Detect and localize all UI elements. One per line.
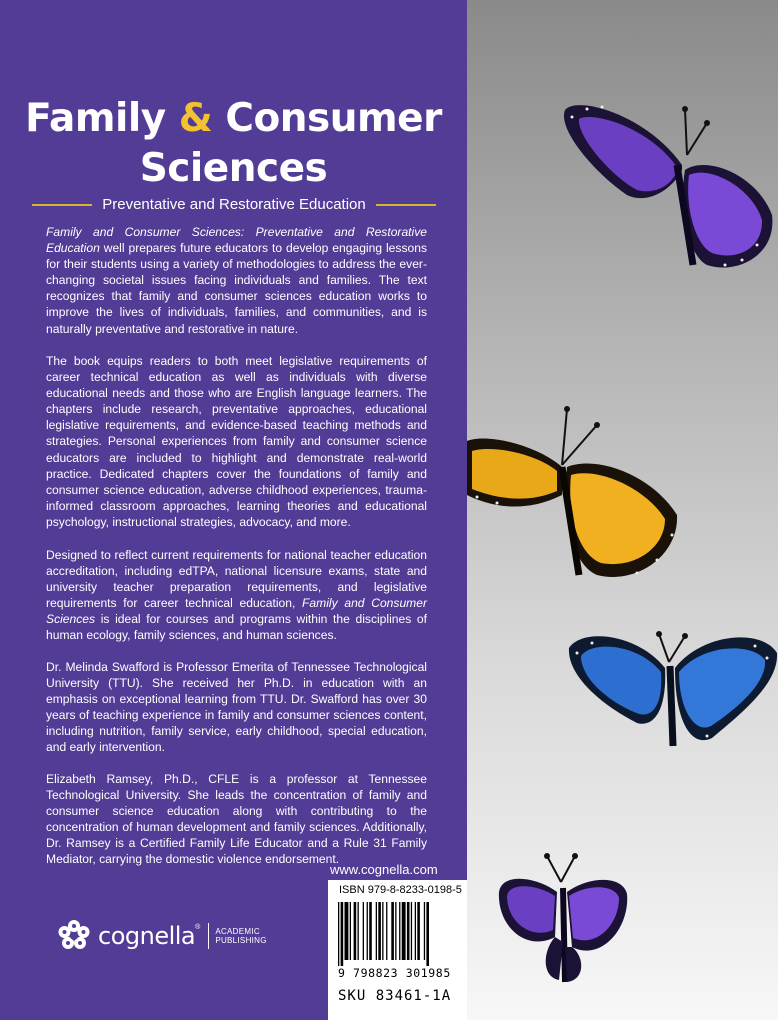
book-subtitle: Preventative and Restorative Education [102, 196, 366, 213]
sku-code: SKU 83461-1A [338, 988, 452, 1004]
subtitle-rule-right [376, 204, 436, 206]
author-bio-swafford: Dr. Melinda Swafford is Professor Emerita of Tennessee Technological University (TTU). She received her Ph.D. in education with an emphasis on exceptional learning from TTU. Dr. Swafford has over 30 years of teaching experience in family and consumer sciences content, including nutrition, family service, early childhood, special education, and early intervention. [46, 660, 427, 755]
barcode-bar [391, 902, 394, 960]
barcode-bar [350, 902, 351, 960]
barcode-bar [345, 902, 349, 960]
logo-divider [208, 923, 209, 949]
cognella-flower-icon [56, 918, 92, 954]
barcode-bar [338, 902, 339, 966]
butterfly-illustration-panel [467, 0, 778, 1020]
barcode-bar [424, 902, 425, 960]
registered-mark: ® [195, 924, 201, 931]
barcode-bar [386, 902, 387, 960]
barcode-bar [415, 902, 416, 960]
barcode-bar [358, 902, 359, 960]
book-title-line2: Sciences [139, 146, 328, 191]
barcode-bar [378, 902, 381, 960]
barcode-label [328, 880, 467, 1020]
author-bio-ramsey: Elizabeth Ramsey, Ph.D., CFLE is a professor at Tennessee Technological University. She leads the concentration of family and consumer science education along with contributing to the concentration of human development and family sciences. Additionally, Dr. Ramsey is a Certified Family Life Educator and a Rule 31 Family Mediator, carrying the domestic violence endorsement. [46, 772, 427, 867]
barcode-bar [399, 902, 400, 960]
barcode-bar [341, 902, 344, 966]
publisher-logo [56, 918, 267, 954]
book-title-line1 [0, 96, 467, 141]
description-title-italic: Family and Consumer Sciences: Preventative and Restorative Education [46, 225, 427, 256]
title-word-consumer: Consumer [212, 96, 442, 141]
description-text: Designed to reflect current requirements for national teacher education accreditation, including edTPA, national licensure exams, state and university teacher preparation requirements, and legislative requirements for career technical education, [46, 548, 427, 611]
isbn-number: ISBN 979-8-8233-0198-5 [339, 884, 462, 896]
barcode-bar [426, 902, 429, 966]
barcode-bar [402, 902, 406, 960]
description-text: is ideal for courses and programs within the disciplines of human ecology, family sciences, and human sciences. [46, 612, 427, 643]
barcode-bar [369, 902, 372, 960]
tagline-line2: PUBLISHING [215, 936, 267, 945]
description-title-italic: Family and Consumer Sciences [46, 596, 428, 627]
purple-butterfly-icon [557, 95, 778, 275]
publisher-name: cognella [98, 922, 196, 950]
subtitle-row [32, 196, 436, 213]
barcode-bar [411, 902, 412, 960]
barcode-bar [367, 902, 368, 960]
description-paragraph-1 [46, 224, 427, 337]
description-paragraph-2: The book equips readers to both meet legislative requirements of career technical education as well as individuals with diverse educational needs and those who are English language learners. The chapters include research, preventative approaches, educational legislative requirements, and evidence-based teaching methods and strategies. Personal experiences from family and consumer science educators are included to highlight and demonstrate real-world practice. Dedicated chapters cover the foundations of family and consumer science education, adverse childhood experiences, trauma-informed classroom approaches, learning theories and educational psychology, instructional strategies, advocacy, and more. [46, 354, 427, 529]
barcode-icon [338, 902, 456, 966]
barcode-bar [395, 902, 396, 960]
publisher-website[interactable]: www.cognella.com [330, 862, 438, 877]
description-paragraph-3 [46, 547, 427, 644]
title-word-family: Family [25, 96, 179, 141]
small-purple-butterfly-icon [497, 852, 632, 987]
orange-butterfly-icon [467, 405, 682, 585]
title-ampersand: & [178, 96, 213, 141]
subtitle-rule-left [32, 204, 92, 206]
description-text: well prepares future educators to develop engaging lessons for their students using a variety of methodologies to address the ever-changing societal issues facing individuals and families. The text recognizes that family and consumer sciences education works to improve the lives of individuals, families, and communities, and is naturally preventative and restorative in nature. [46, 241, 427, 336]
barcode-bar [354, 902, 357, 960]
barcode-bar [376, 902, 377, 960]
tagline-line1: ACADEMIC [215, 927, 260, 936]
barcode-bar [417, 902, 420, 960]
barcode-bar [363, 902, 364, 960]
barcode-bar [382, 902, 383, 960]
barcode-bar [407, 902, 410, 960]
barcode-digits: 9 798823 301985 [338, 966, 451, 980]
blue-butterfly-icon [567, 628, 778, 750]
publisher-tagline [215, 927, 266, 945]
